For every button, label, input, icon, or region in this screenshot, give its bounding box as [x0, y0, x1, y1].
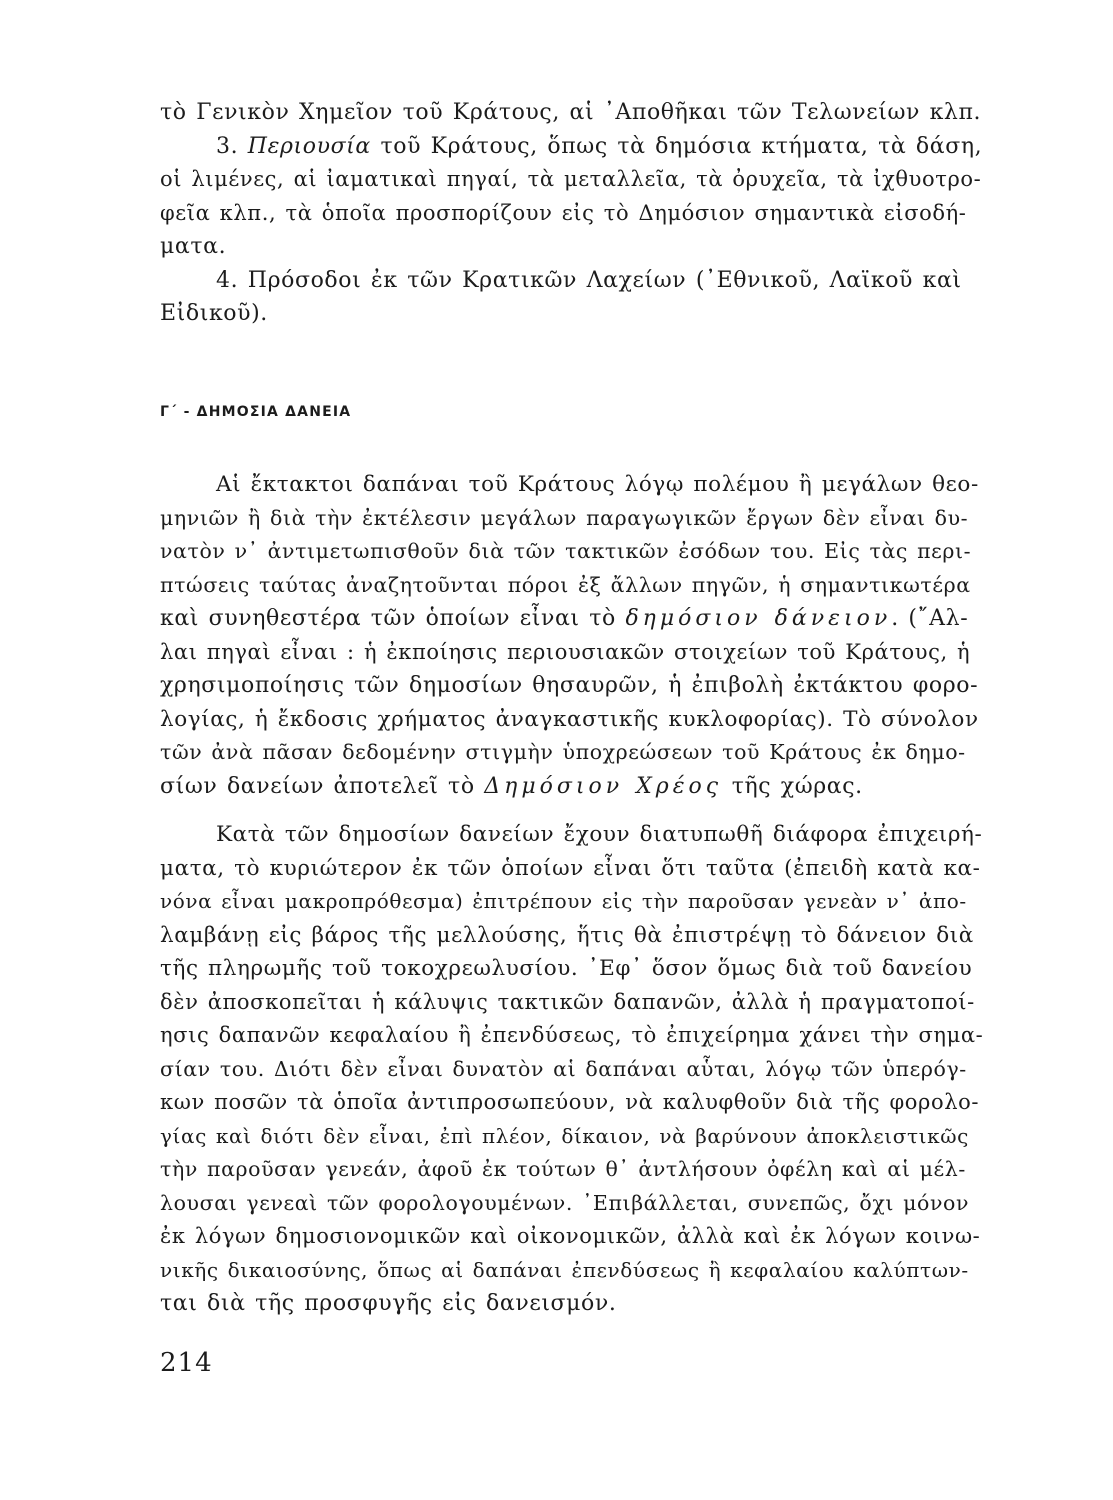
text-line [160, 770, 983, 804]
text-line: δὲν ἀποσκοπεῖται ἡ κάλυψις τακτικῶν δαπανῶν, ἀλλὰ ἡ πραγματοποί- [160, 989, 975, 1014]
text-line: νατὸν ν᾿ ἀντιμετωπισθοῦν διὰ τῶν τακτικῶν ἐσόδων του. Εἰς τὰς περι- [160, 539, 972, 563]
text-line: ησις δαπανῶν κεφαλαίου ἢ ἐπενδύσεως, τὸ ἐπιχείρημα χάνει τὴν σημα- [160, 1023, 984, 1047]
text-line: Αἱ ἔκτακτοι δαπάναι τοῦ Κράτους λόγῳ πολέμου ἢ μεγάλων θεο- [216, 472, 979, 497]
text-line: Κατὰ τῶν δημοσίων δανείων ἔχουν διατυπωθῆ διάφορα ἐπιχειρή- [216, 822, 983, 847]
revenue-list-continuation [160, 96, 983, 331]
text-line: κων ποσῶν τὰ ὁποῖα ἀντιπροσωπεύουν, νὰ καλυφθοῦν διὰ τῆς φορολο- [160, 1090, 980, 1114]
text-line: λαι πηγαὶ εἶναι : ἡ ἐκποίησις περιουσιακῶν στοιχείων τοῦ Κράτους, ἡ [160, 639, 971, 664]
text-line: φεῖα κλπ., τὰ ὁποῖα προσπορίζουν εἰς τὸ Δημόσιον σημαντικὰ εἰσοδή- [160, 200, 967, 225]
paragraph-arguments [160, 818, 983, 1321]
text-line: τῶν ἀνὰ πᾶσαν δεδομένην στιγμὴν ὑποχρεώσεων τοῦ Κράτους ἐκ δημο- [160, 740, 966, 764]
text-line: νικῆς δικαιοσύνης, ὅπως αἱ δαπάναι ἐπενδύσεως ἢ κεφαλαίου καλύπτων- [160, 1257, 969, 1282]
text-line: τὸ Γενικὸν Χημεῖον τοῦ Κράτους, αἱ ᾿Αποθῆκαι τῶν Τελωνείων κλπ. [160, 100, 982, 125]
text-line: Εἰδικοῦ). [160, 301, 268, 326]
list-item-4: 4. Πρόσοδοι ἐκ τῶν Κρατικῶν Λαχείων (᾿Εθνικοῦ, Λαϊκοῦ καὶ [216, 267, 962, 293]
term-public-loan: δημόσιον δάνειον [625, 606, 892, 631]
text-line: λογίας, ἡ ἔκδοσις χρήματος ἀναγκαστικῆς κυκλοφορίας). Τὸ σύνολον [160, 706, 979, 732]
text-line [160, 602, 983, 636]
list-number: 3. [216, 133, 239, 159]
text-line: ματα. [160, 234, 227, 259]
text-line: ται διὰ τῆς προσφυγῆς εἰς δανεισμόν. [160, 1291, 617, 1316]
text-line: τῆς πληρωμῆς τοῦ τοκοχρεωλυσίου. ᾿Εφ᾿ ὅσον ὅμως διὰ τοῦ δανείου [160, 956, 973, 981]
text-line: λουσαι γενεαὶ τῶν φορολογουμένων. ᾿Επιβάλλεται, συνεπῶς, ὄχι μόνον [160, 1190, 970, 1215]
text-line: γίας καὶ διότι δὲν εἶναι, ἐπὶ πλέον, δίκαιον, νὰ βαρύνουν ἀποκλειστικῶς [160, 1123, 969, 1148]
term-periousia: Περιουσία [247, 133, 371, 159]
term-public-debt: Δημόσιον Χρέος [484, 773, 723, 799]
text-line: ἐκ λόγων δημοσιονομικῶν καὶ οἰκονομικῶν, ἀλλὰ καὶ ἐκ λόγων κοινω- [160, 1224, 981, 1248]
text-line: πτώσεις ταύτας ἀναζητοῦνται πόροι ἐξ ἄλλων πηγῶν, ἡ σημαντικωτέρα [160, 572, 971, 597]
text-fragment: . (῎Αλ- [891, 606, 969, 631]
text-fragment: καὶ συνηθεστέρα τῶν ὁποίων εἶναι τὸ [160, 606, 616, 631]
section-heading: Γ΄ - ΔΗΜΟΣΙΑ ΔΑΝΕΙΑ [160, 404, 352, 420]
text-line: ματα, τὸ κυριώτερον ἐκ τῶν ὁποίων εἶναι ὅτι ταῦτα (ἐπειδὴ κατὰ κα- [160, 855, 981, 881]
text-line: λαμβάνῃ εἰς βάρος τῆς μελλούσης, ἥτις θὰ ἐπιστρέψῃ τὸ δάνειον διὰ [160, 922, 974, 948]
text-line: μηνιῶν ἢ διὰ τὴν ἐκτέλεσιν μεγάλων παραγωγικῶν ἔργων δὲν εἶναι δυ- [160, 505, 969, 530]
text-fragment: τῆς χώρας. [731, 773, 863, 799]
text-fragment: τοῦ Κράτους, ὅπως τὰ δημόσια κτήματα, τὰ δάση, [380, 133, 983, 159]
text-line: σίαν του. Διότι δὲν εἶναι δυνατὸν αἱ δαπάναι αὗται, λόγῳ τῶν ὑπερόγ- [160, 1056, 967, 1081]
list-item-3 [160, 130, 983, 164]
text-fragment: σίων δανείων ἀποτελεῖ τὸ [160, 773, 475, 799]
text-line: νόνα εἶναι μακροπρόθεσμα) ἐπιτρέπουν εἰς τὴν παροῦσαν γενεὰν ν᾿ ἀπο- [160, 889, 967, 913]
text-line: τὴν παροῦσαν γενεάν, ἀφοῦ ἐκ τούτων θ᾿ ἀντλήσουν ὀφέλη καὶ αἱ μέλ- [160, 1157, 966, 1181]
paragraph-public-loans [160, 468, 983, 803]
text-line: οἱ λιμένες, αἱ ἰαματικαὶ πηγαί, τὰ μεταλλεῖα, τὰ ὀρυχεῖα, τὰ ἰχθυοτρο- [160, 167, 982, 191]
text-line: χρησιμοποίησις τῶν δημοσίων θησαυρῶν, ἡ ἐπιβολὴ ἐκτάκτου φορο- [160, 673, 979, 698]
page-number: 214 [160, 1348, 213, 1378]
